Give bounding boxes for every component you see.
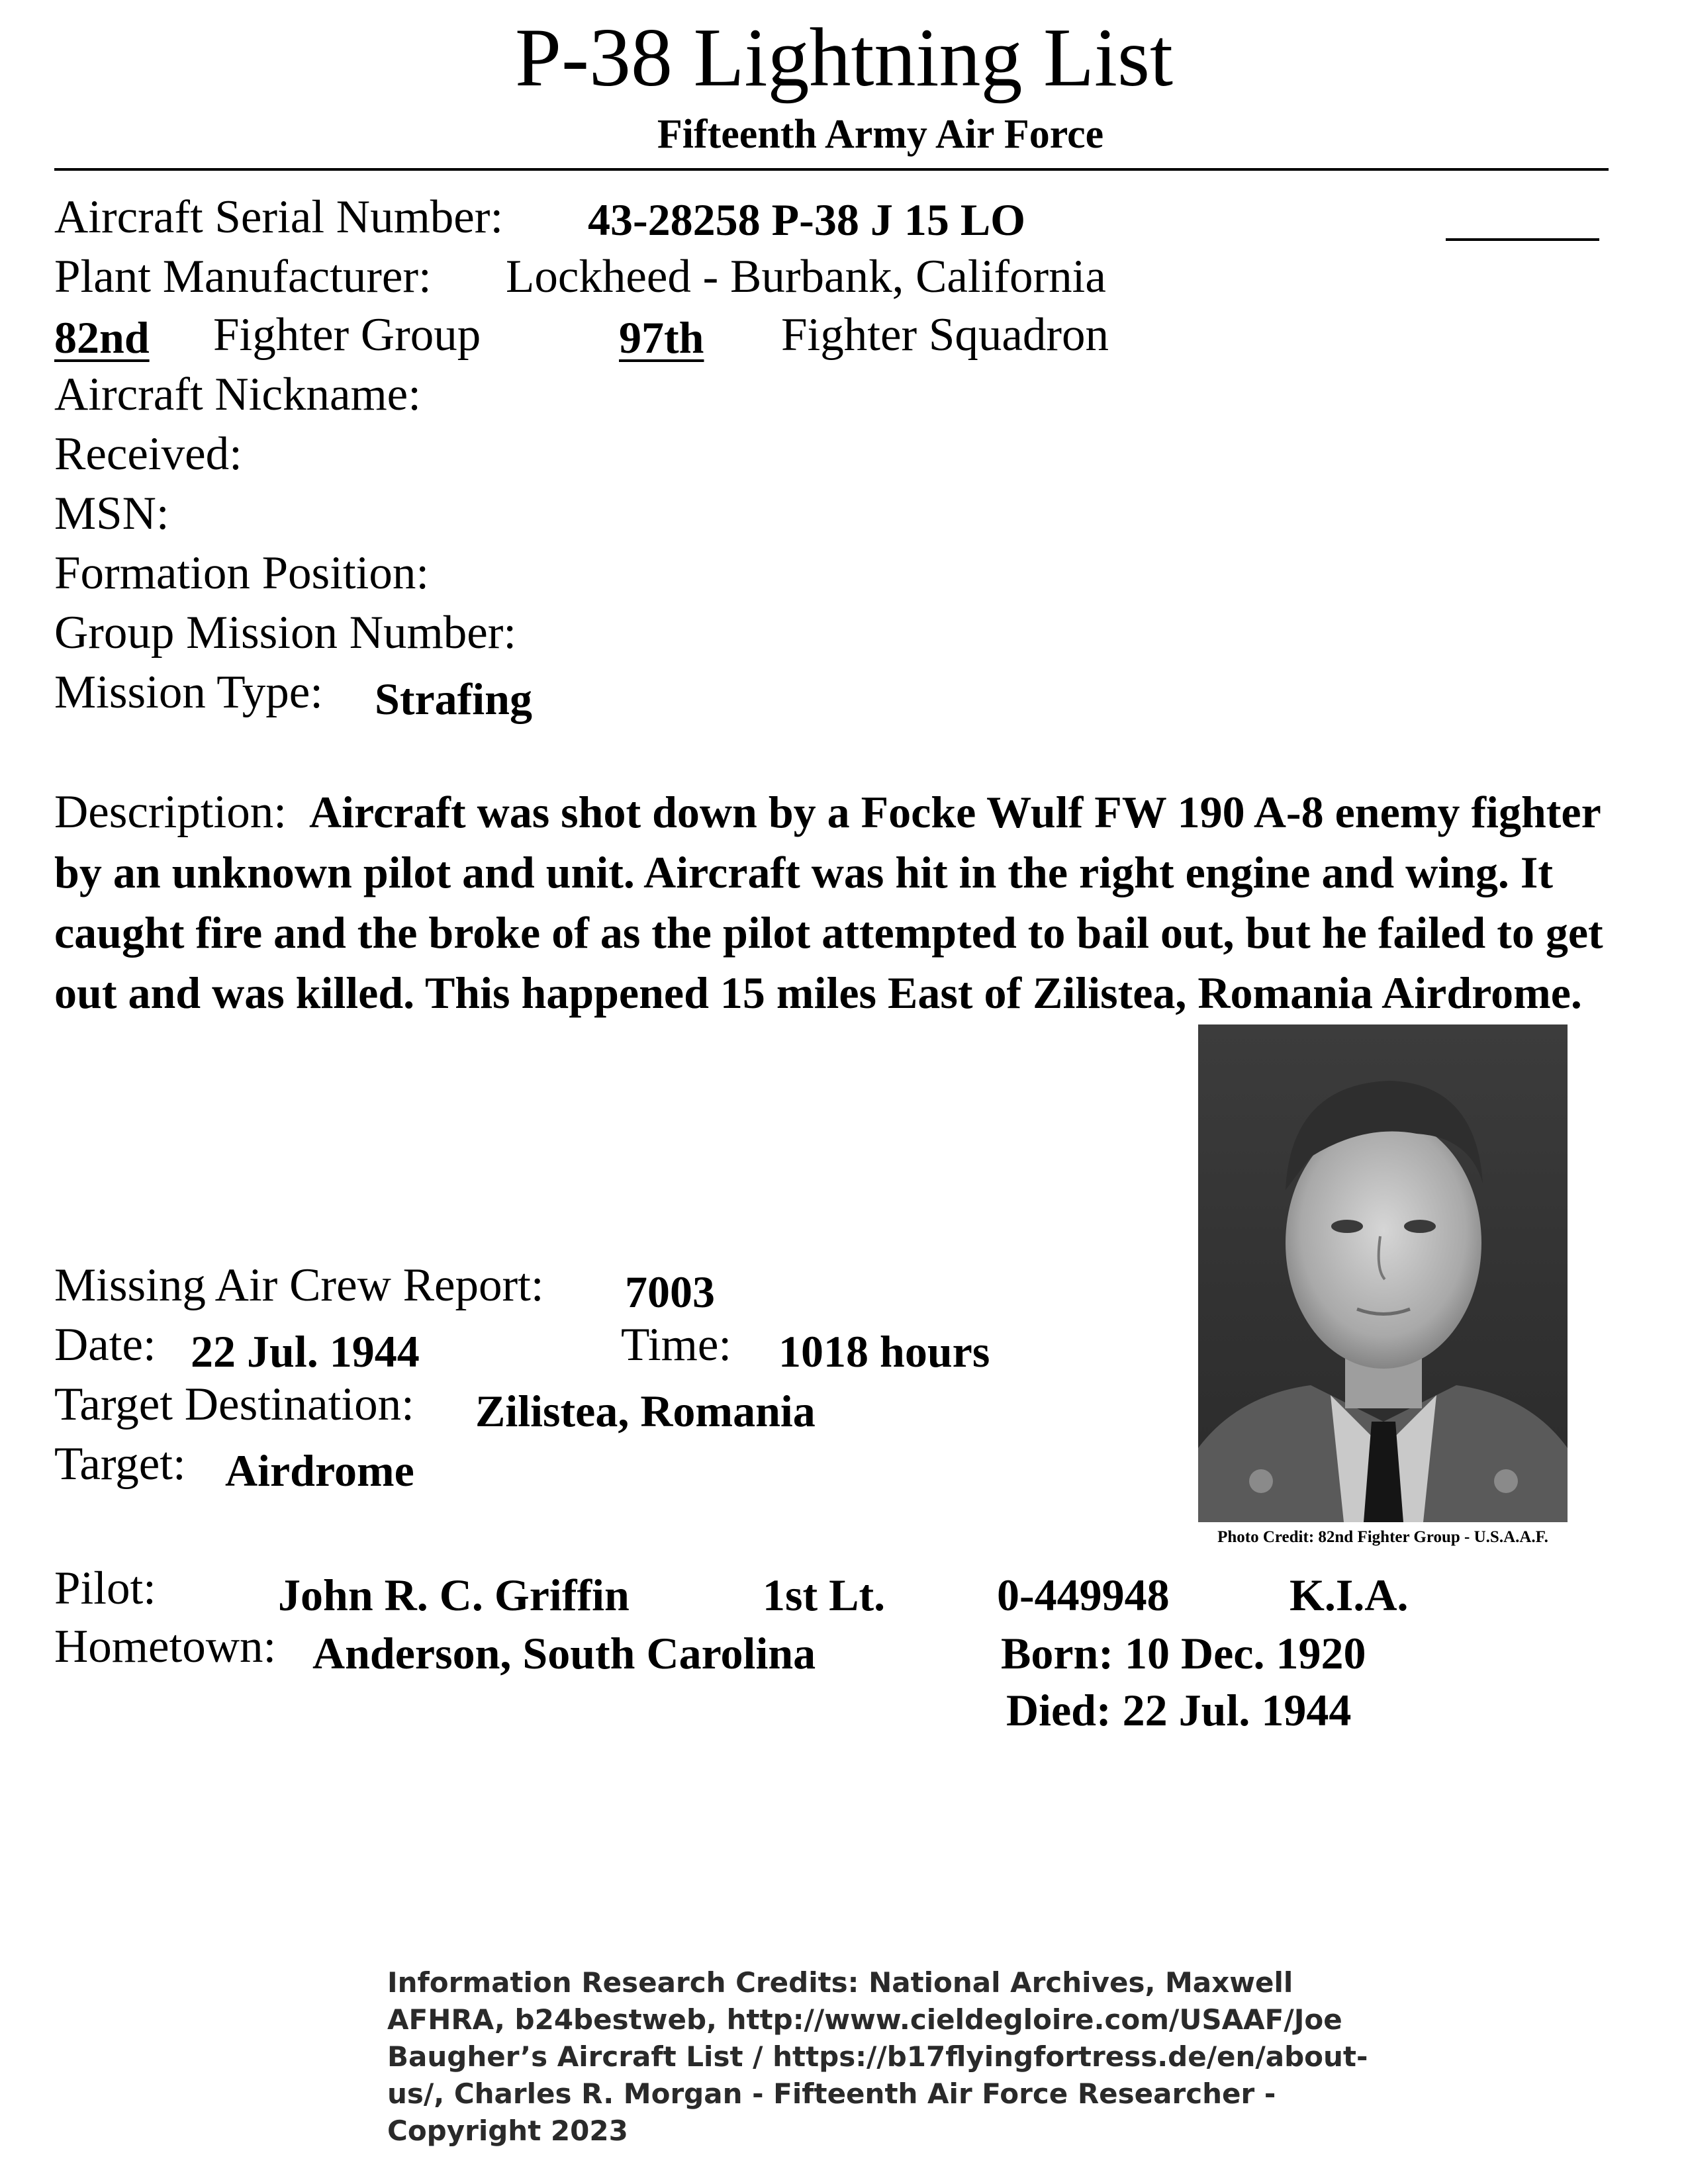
group-label: Fighter Group [213, 309, 481, 361]
pilot-label: Pilot: [54, 1563, 156, 1614]
squadron-label: Fighter Squadron [781, 309, 1109, 361]
group-mission-label: Group Mission Number: [54, 607, 517, 659]
header-divider [54, 168, 1609, 171]
mission-type-value: Strafing [375, 674, 532, 724]
hometown-value: Anderson, South Carolina [312, 1628, 816, 1678]
target-value: Airdrome [225, 1445, 414, 1496]
pilot-name: John R. C. Griffin [278, 1570, 630, 1620]
date-label: Date: [54, 1319, 156, 1371]
photo-credit: Photo Credit: 82nd Fighter Group - U.S.A.A.F. [1217, 1528, 1548, 1546]
born-date: Born: 10 Dec. 1920 [1001, 1628, 1366, 1678]
serial-value: 43-28258 P-38 J 15 LO [588, 195, 1026, 245]
target-label: Target: [54, 1438, 186, 1490]
time-value: 1018 hours [778, 1326, 990, 1377]
mission-type-label: Mission Type: [54, 666, 323, 718]
description-text: Aircraft was shot down by a Focke Wulf FW 190 A-8 enemy fighter by an unknown pilot and unit. Aircraft was hit in the right engine and wing. It caught fire and the broke of as the pilot attempted to bail out, but he failed to get out and was killed. This happened 15 miles East of Zilistea, Romania Airdrome. [54, 787, 1603, 1018]
msn-label: MSN: [54, 488, 169, 539]
target-destination-label: Target Destination: [54, 1379, 414, 1430]
nickname-label: Aircraft Nickname: [54, 369, 421, 420]
formation-label: Formation Position: [54, 547, 430, 599]
pilot-serial: 0-449948 [997, 1570, 1170, 1620]
research-credits: Information Research Credits: National Archives, Maxwell AFHRA, b24bestweb, http://www.cieldegloire.com/USAAF/Joe Baugher’s Aircraft List / https://b17flyingfortress.de/en/about-us/, Charles R. Morgan - Fifteenth Air Force Researcher - Copyright 2023 [387, 1966, 1368, 2147]
serial-label: Aircraft Serial Number: [54, 191, 504, 243]
description-label: Description: [54, 786, 287, 838]
description-block [54, 782, 1643, 1023]
pilot-status: K.I.A. [1289, 1570, 1409, 1620]
macr-label: Missing Air Crew Report: [54, 1259, 544, 1311]
target-destination-value: Zilistea, Romania [475, 1386, 816, 1436]
hometown-label: Hometown: [54, 1621, 277, 1672]
received-label: Received: [54, 428, 242, 480]
plant-value: Lockheed - Burbank, California [506, 251, 1106, 302]
pilot-photo [1198, 1024, 1568, 1522]
page-title: P-38 Lightning List [514, 12, 1174, 104]
macr-value: 7003 [625, 1267, 715, 1317]
pilot-rank: 1st Lt. [763, 1570, 886, 1620]
plant-label: Plant Manufacturer: [54, 251, 432, 302]
died-date: Died: 22 Jul. 1944 [1006, 1685, 1352, 1735]
time-label: Time: [621, 1319, 732, 1371]
squadron-value: 97th [619, 312, 704, 363]
date-value: 22 Jul. 1944 [191, 1326, 420, 1377]
group-value: 82nd [54, 312, 150, 363]
blank-line [1446, 238, 1599, 241]
page-subtitle: Fifteenth Army Air Force [657, 112, 1104, 157]
